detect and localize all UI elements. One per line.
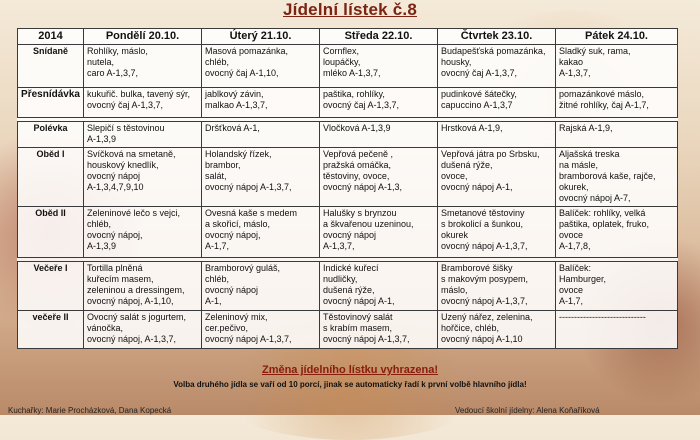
menu-cell: Indické kuřecí nudličky, dušená rýže, ovocný nápoj A-1,: [320, 262, 438, 311]
menu-cell: Budapešťská pomazánka, housky, ovocný čaj A-1,3,7,: [438, 45, 556, 88]
menu-cell: kukuřič. bulka, tavený sýr, ovocný čaj A-1,3,7,: [84, 88, 202, 118]
menu-cell: pomazánkové máslo, žitné rohlíky, čaj A-1,7,: [556, 88, 678, 118]
meal-label: Přesnídávka: [18, 88, 84, 118]
day-header: Středa 22.10.: [320, 29, 438, 45]
meal-label: večeře II: [18, 311, 84, 349]
meal-label: Polévka: [18, 122, 84, 148]
cooks-credit: Kuchařky: Marie Procházková, Dana Kopecká: [8, 406, 172, 415]
menu-cell: Slepičí s těstovinou A-1,3,9: [84, 122, 202, 148]
menu-cell: Rohlíky, máslo, nutela, caro A-1,3,7,: [84, 45, 202, 88]
second-meal-note: Volba druhého jídla se vaří od 10 porcí, jinak se automaticky řadí k první volbě hlavního jídla!: [173, 380, 527, 389]
menu-cell: paštika, rohlíky, ovocný čaj A-1,3,7,: [320, 88, 438, 118]
year-header: 2014: [18, 29, 84, 45]
table-row: [18, 311, 678, 349]
menu-cell: Svíčková na smetaně, houskový knedlík, ovocný nápoj A-1,3,4,7,9,10: [84, 148, 202, 207]
menu-cell: Balíček: rohlíky, velká paštika, oplatek, fruko, ovoce A-1,7,8,: [556, 207, 678, 258]
menu-cell: Bramborový guláš, chléb, ovocný nápoj A-1,: [202, 262, 320, 311]
meal-label: Oběd II: [18, 207, 84, 258]
menu-cell: Halušky s brynzou a škvařenou uzeninou, ovocný nápoj A-1,3,7,: [320, 207, 438, 258]
menu-cell: Sladký suk, rama, kakao A-1,3,7,: [556, 45, 678, 88]
menu-cell: pudinkové šátečky, capuccino A-1,3,7: [438, 88, 556, 118]
menu-cell: Zeleninový mix, cer.pečivo, ovocný nápoj A-1,3,7,: [202, 311, 320, 349]
menu-cell: Bramborové šišky s makovým posypem, máslo, ovocný nápoj A-1,3,7,: [438, 262, 556, 311]
menu-cell: Tortilla plněná kuřecím masem, zeleninou a dressingem, ovocný nápoj, A-1,10,: [84, 262, 202, 311]
menu-cell: Hrstková A-1,9,: [438, 122, 556, 148]
table-row: [18, 88, 678, 118]
meal-label: Snídaně: [18, 45, 84, 88]
menu-cell: Vepřová játra po Srbsku, dušená rýže, ovoce, ovocný nápoj A-1,: [438, 148, 556, 207]
menu-table: [17, 28, 678, 349]
menu-cell: Dršťková A-1,: [202, 122, 320, 148]
meal-label: Večeře I: [18, 262, 84, 311]
menu-cell: -----------------------------: [556, 311, 678, 349]
menu-cell: Masová pomazánka, chléb, ovocný čaj A-1,10,: [202, 45, 320, 88]
day-header: Úterý 21.10.: [202, 29, 320, 45]
menu-cell: Uzený nářez, zelenina, hořčice, chléb, ovocný nápoj A-1,10: [438, 311, 556, 349]
menu-cell: Ovesná kaše s medem a skořicí, máslo, ovocný nápoj, A-1,7,: [202, 207, 320, 258]
day-header: Pátek 24.10.: [556, 29, 678, 45]
table-row: [18, 45, 678, 88]
table-row: [18, 262, 678, 311]
menu-cell: Vločková A-1,3,9: [320, 122, 438, 148]
change-notice: Změna jídelního lístku vyhrazena!: [261, 364, 439, 376]
page-title: Jídelní lístek č.8: [283, 0, 417, 19]
menu-cell: Rajská A-1,9,: [556, 122, 678, 148]
menu-cell: Aljašská treska na másle, bramborová kaše, rajče, okurek, ovocný nápoj A-7,: [556, 148, 678, 207]
canteen-head-credit: Vedoucí školní jídelny: Alena Koňaříková: [455, 406, 600, 415]
menu-cell: Cornflex, loupáčky, mléko A-1,3,7,: [320, 45, 438, 88]
menu-cell: Smetanové těstoviny s brokolicí a šunkou, okurek ovocný nápoj A-1,3,7,: [438, 207, 556, 258]
menu-cell: Ovocný salát s jogurtem, vánočka, ovocný nápoj, A-1,3,7,: [84, 311, 202, 349]
table-row: [18, 148, 678, 207]
day-header: Pondělí 20.10.: [84, 29, 202, 45]
header-row: [18, 29, 678, 45]
menu-cell: Vepřová pečeně , pražská omáčka, těstoviny, ovoce, ovocný nápoj A-1,3,: [320, 148, 438, 207]
table-row: [18, 122, 678, 148]
menu-cell: Holandský řízek, brambor, salát, ovocný nápoj A-1,3,7,: [202, 148, 320, 207]
meal-label: Oběd I: [18, 148, 84, 207]
day-header: Čtvrtek 23.10.: [438, 29, 556, 45]
table-row: [18, 207, 678, 258]
menu-cell: Zeleninové lečo s vejci, chléb, ovocný nápoj, A-1,3,9: [84, 207, 202, 258]
menu-cell: jablkový závin, malkao A-1,3,7,: [202, 88, 320, 118]
menu-cell: Těstovinový salát s krabím masem, ovocný nápoj A-1,3,7,: [320, 311, 438, 349]
menu-cell: Balíček: Hamburger, ovoce A-1,7,: [556, 262, 678, 311]
